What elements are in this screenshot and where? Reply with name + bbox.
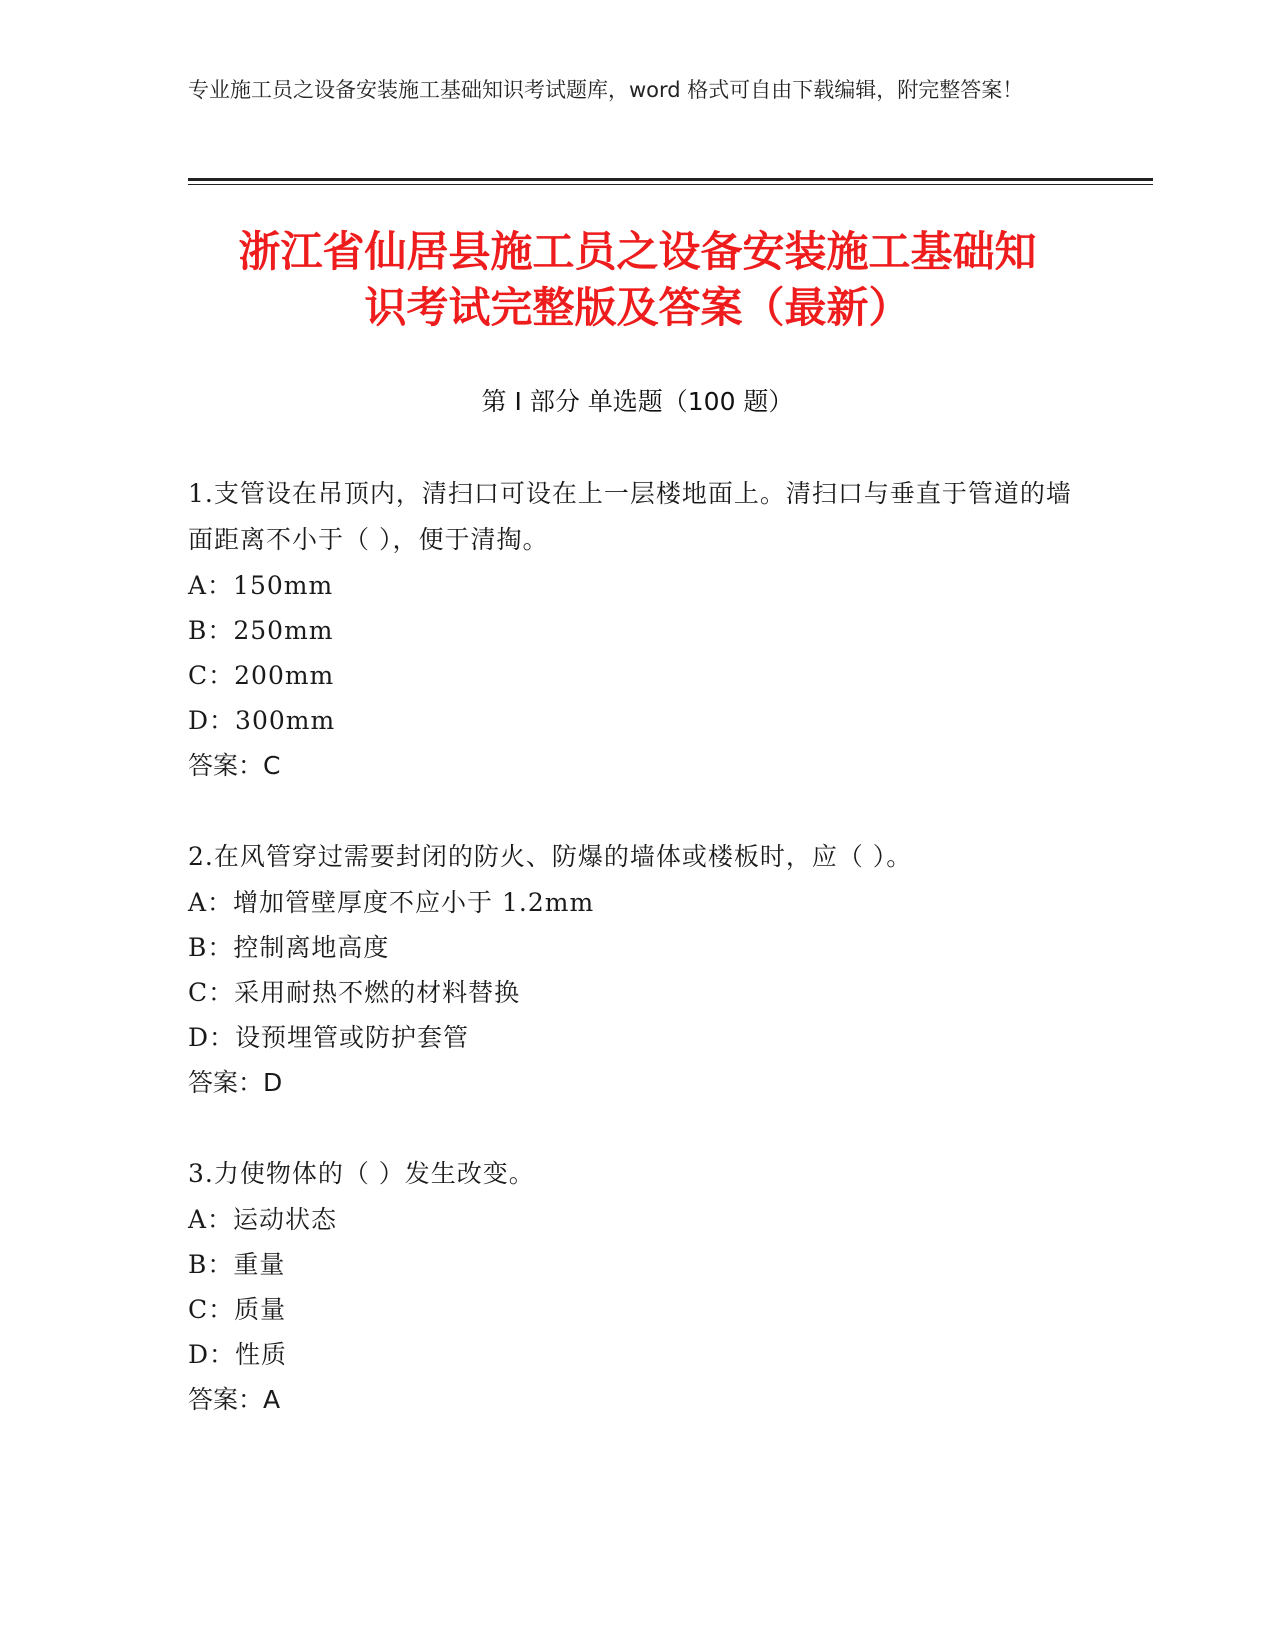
option-c: C：采用耐热不燃的材料替换 [188, 978, 521, 1007]
option-b: B：重量 [188, 1250, 286, 1279]
option-a: A：运动状态 [188, 1205, 338, 1234]
answer: 答案：A [188, 1385, 281, 1414]
document-title-line-2: 识考试完整版及答案（最新） [364, 283, 911, 332]
answer: 答案：C [188, 751, 281, 780]
question-1 [188, 471, 1088, 789]
question-stem: 2.在风管穿过需要封闭的防火、防爆的墙体或楼板时，应（ ）。 [188, 842, 913, 871]
section-title: 第 I 部分 单选题（100 题） [481, 387, 794, 416]
document-header-note: 专业施工员之设备安装施工基础知识考试题库，word 格式可自由下载编辑，附完整答案！ [188, 78, 1024, 102]
question-stem: 1.支管设在吊顶内，清扫口可设在上一层楼地面上。清扫口与垂直于管道的墙面距离不小于（ ），便于清掏。 [188, 479, 1072, 554]
document-title [150, 224, 1125, 336]
option-c: C：质量 [188, 1295, 287, 1324]
document-title-line-1: 浙江省仙居县施工员之设备安装施工基础知 [238, 227, 1037, 276]
header-rule-thin [188, 184, 1153, 185]
option-c: C：200mm [188, 661, 335, 690]
answer: 答案：D [188, 1068, 283, 1097]
option-a: A：150mm [188, 571, 334, 600]
option-d: D：性质 [188, 1340, 288, 1369]
option-d: D：300mm [188, 706, 336, 735]
question-2 [188, 834, 1088, 1106]
option-a: A：增加管壁厚度不应小于 1.2mm [188, 888, 595, 917]
header-rule-thick [188, 178, 1153, 181]
question-stem: 3.力使物体的（ ）发生改变。 [188, 1159, 535, 1188]
option-b: B：250mm [188, 616, 334, 645]
question-3 [188, 1151, 1088, 1423]
option-d: D：设预埋管或防护套管 [188, 1023, 470, 1052]
option-b: B：控制离地高度 [188, 933, 390, 962]
